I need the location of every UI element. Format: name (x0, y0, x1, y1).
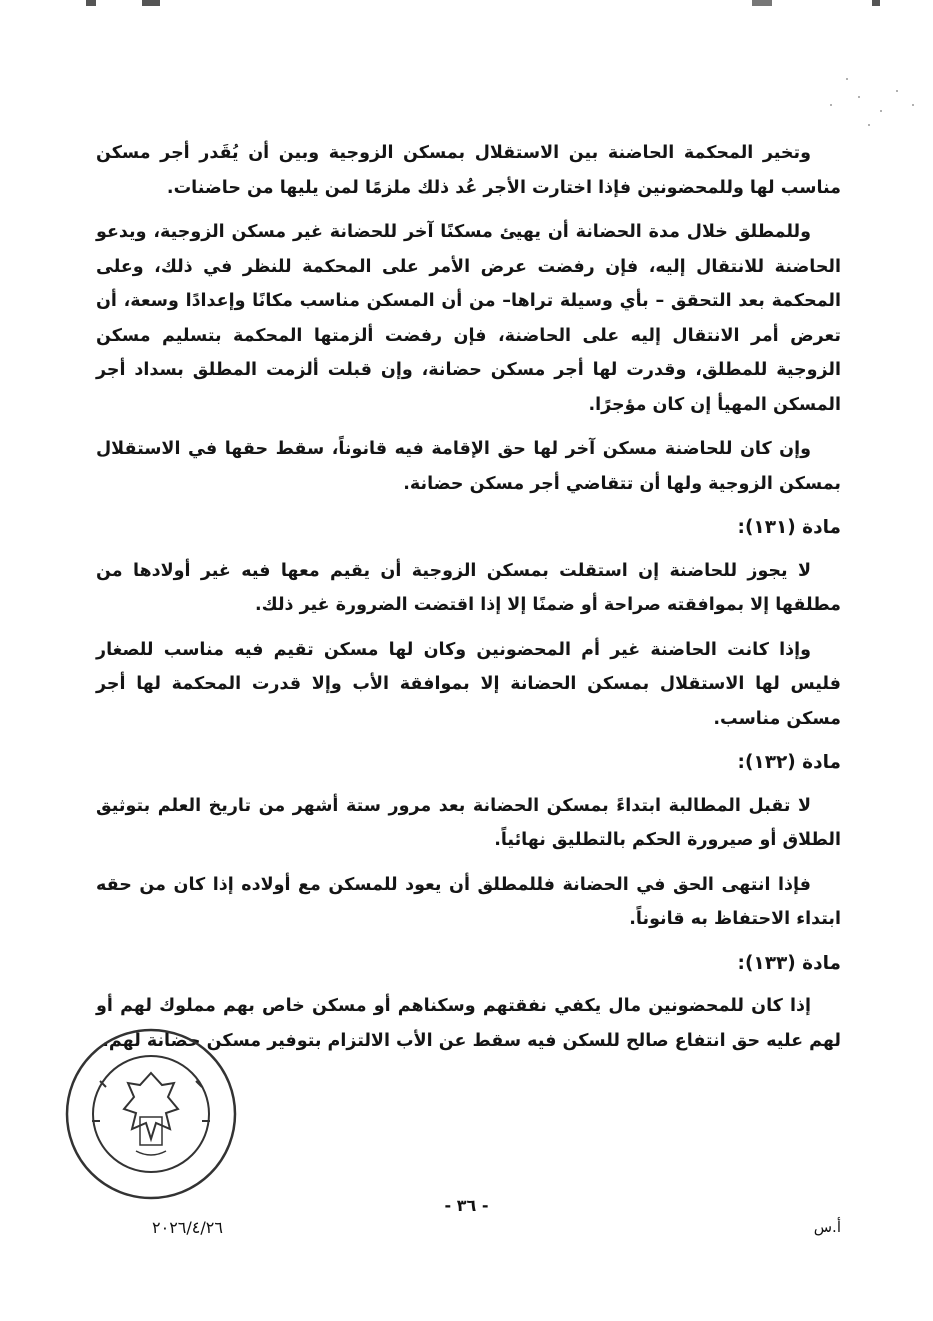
paragraph: فإذا انتهى الحق في الحضانة فللمطلق أن يعود للمسكن مع أولاده إذا كان من حقه ابتداء الاحتفاظ به قانوناً. (96, 874, 841, 929)
article-heading: مادة (١٣٣): (737, 952, 841, 974)
paragraph: وإذا كانت الحاضنة غير أم المحضونين وكان لها مسكن تقيم فيه مناسب للصغار فليس لها الاستقلال بمسكن الحضانة إلا بموافقة الأب وإلا قدرت المحكمة لها أجر مسكن مناسب. (96, 639, 841, 729)
page-number: - ٣٦ - (444, 1196, 489, 1215)
paragraph: إذا كان للمحضونين مال يكفي نفقتهم وسكناهم أو مسكن خاص بهم مملوك لهم أو لهم عليه حق انتفاع صالح للسكن فيه سقط عن الأب الالتزام بتوفير مسكن حضانة لهم. (96, 996, 841, 1051)
scan-speck (830, 104, 832, 106)
eagle-emblem-icon (124, 1073, 178, 1139)
stamp-date: ٢٠٢٦/٤/٢٦ (152, 1218, 223, 1237)
article-heading: مادة (١٣١): (737, 517, 841, 538)
paragraph: لا يجوز للحاضنة إن استقلت بمسكن الزوجية أن يقيم معها فيه غير أولادها من مطلقها إلا بموافقته صراحة أو ضمنًا إلا إذا اقتضت الضرورة غير ذلك. (96, 560, 841, 615)
scan-artifact (86, 0, 96, 6)
article-heading: مادة (١٣٢): (737, 752, 841, 773)
scan-speck (896, 90, 898, 92)
paragraph: وتخير المحكمة الحاضنة بين الاستقلال بمسكن الزوجية وبين أن يُقَدر أجر مسكن مناسب لها وللمحضونين فإذا اختارت الأجر عُد ذلك ملزمًا لمن يليها من حاضنات. (96, 143, 841, 198)
scan-speck (880, 110, 882, 112)
scan-artifact (872, 0, 880, 6)
scan-speck (858, 96, 860, 98)
scan-speck (868, 124, 870, 126)
paragraph: لا تقبل المطالبة ابتداءً بمسكن الحضانة بعد مرور ستة أشهر من تاريخ العلم بتوثيق الطلاق أو صيرورة الحكم بالتطليق نهائياً. (96, 795, 841, 850)
scan-artifact (142, 0, 160, 6)
paragraph: وإن كان للحاضنة مسكن آخر لها حق الإقامة فيه قانوناً، سقط حقها في الاستقلال بمسكن الزوجية ولها أن تتقاضي أجر مسكن حضانة. (96, 439, 841, 494)
author-initials: أ.س (813, 1218, 841, 1236)
official-stamp (62, 1025, 240, 1203)
scan-speck (846, 78, 848, 80)
paragraph: وللمطلق خلال مدة الحضانة أن يهيئ مسكنًا آخر للحضانة غير مسكن الزوجية، ويدعو الحاضنة للانتقال إليه، فإن رفضت عرض الأمر على المحكمة للنظر في ذلك، وعلى المحكمة بعد التحقق – بأي وسيلة تراها– من أن المسكن مناسب مكانًا وإعدادًا وسعة، أن تعرض أمر الانتقال إليه على الحاضنة، فإن رفضت ألزمتها المحكمة بتسليم مسكن الزوجية للمطلق، وقدرت لها أجر مسكن حضانة، وإن قبلت ألزمت المطلق بسداد أجر المسكن المهيأ إن كان مؤجرًا. (96, 222, 841, 415)
scan-speck (912, 104, 914, 106)
document-body (96, 136, 841, 1068)
scan-artifact (752, 0, 772, 6)
